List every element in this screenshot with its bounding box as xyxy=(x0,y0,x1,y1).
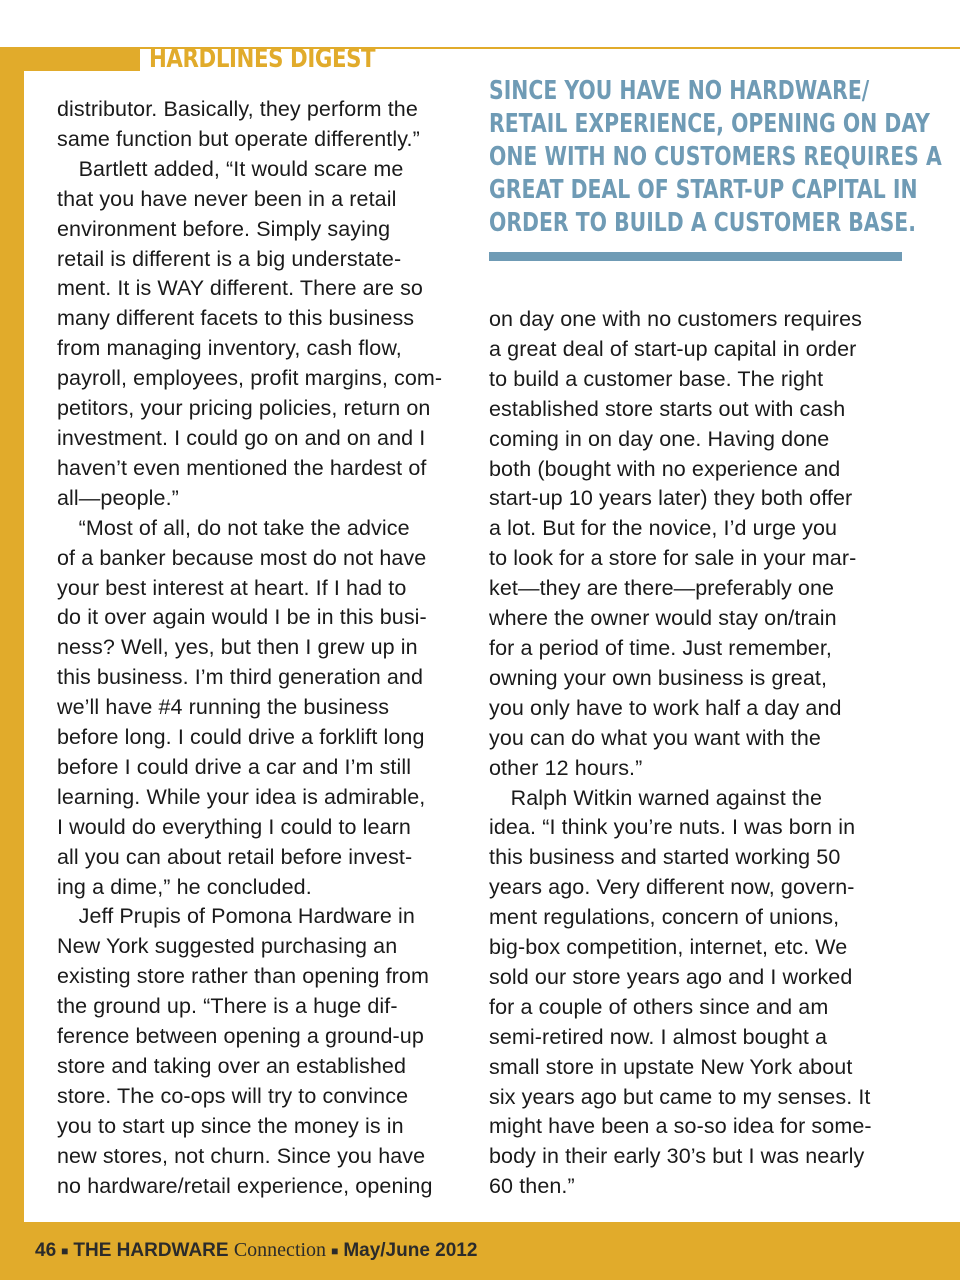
text-line: Ralph Witkin warned against the xyxy=(489,785,823,810)
text-line: we’ll have #4 running the business xyxy=(57,695,390,720)
text-line: learning. While your idea is admirable, xyxy=(57,784,426,809)
text-line: a lot. But for the novice, I’d urge you xyxy=(489,516,838,541)
text-line: ference between opening a ground-up xyxy=(57,1024,424,1049)
text-line: a great deal of start-up capital in order xyxy=(489,336,857,361)
text-line: same function but operate differently.” xyxy=(57,126,420,151)
section-title: HARDLINES DIGEST xyxy=(149,44,376,74)
text-line: six years ago but came to my senses. It xyxy=(489,1084,871,1109)
text-line: you to start up since the money is in xyxy=(57,1113,404,1138)
text-line: to build a customer base. The right xyxy=(489,366,824,391)
text-line: where the owner would stay on/train xyxy=(489,606,837,631)
text-line: distributor. Basically, they perform the xyxy=(57,97,418,121)
publication-name-serif: Connection xyxy=(233,1239,327,1261)
text-line: store and taking over an established xyxy=(57,1054,407,1078)
text-line: idea. “I think you’re nuts. I was born in xyxy=(489,815,856,840)
pull-quote-line: SINCE YOU HAVE NO HARDWARE/ xyxy=(489,76,870,106)
text-line: I would do everything I could to learn xyxy=(57,814,411,839)
text-line: from managing inventory, cash flow, xyxy=(57,336,402,361)
text-line: petitors, your pricing policies, return on xyxy=(57,396,431,421)
text-line: all—people.” xyxy=(57,485,179,510)
pull-quote-line: ONE WITH NO CUSTOMERS REQUIRES A xyxy=(489,142,942,172)
text-line: years ago. Very different now, govern- xyxy=(489,875,855,900)
text-line: do it over again would I be in this busi- xyxy=(57,605,427,630)
text-line: both (bought with no experience and xyxy=(489,456,841,481)
text-line: small store in upstate New York about xyxy=(489,1054,853,1079)
header-accent-block xyxy=(0,47,140,71)
text-line: for a period of time. Just remember, xyxy=(489,635,832,660)
text-line: established store starts out with cash xyxy=(489,396,846,421)
text-line: existing store rather than opening from xyxy=(57,964,429,989)
text-line: this business and started working 50 xyxy=(489,845,841,870)
text-line: body in their early 30’s but I was nearly xyxy=(489,1144,865,1169)
separator-icon: ■ xyxy=(61,1243,69,1258)
pull-quote-line: RETAIL EXPERIENCE, OPENING ON DAY xyxy=(489,109,930,139)
text-line: new stores, not churn. Since you have xyxy=(57,1143,426,1168)
text-line: ing a dime,” he concluded. xyxy=(57,874,312,899)
publication-name: THE HARDWARE xyxy=(73,1240,229,1261)
text-line: ness? Well, yes, but then I grew up in xyxy=(57,635,418,660)
separator-icon: ■ xyxy=(331,1243,339,1258)
text-line: owning your own business is great, xyxy=(489,665,828,690)
right-column xyxy=(489,305,909,1202)
left-accent-bar xyxy=(0,47,24,1222)
pull-quote xyxy=(489,75,942,240)
text-line: payroll, employees, profit margins, com- xyxy=(57,366,443,391)
text-line: ment. It is WAY different. There are so xyxy=(57,276,423,301)
text-line: Jeff Prupis of Pomona Hardware in xyxy=(57,904,415,929)
text-line: of a banker because most do not have xyxy=(57,545,427,570)
text-line: before long. I could drive a forklift long xyxy=(57,725,425,750)
text-line: ket—they are there—preferably one xyxy=(489,576,835,601)
pull-quote-line: ORDER TO BUILD A CUSTOMER BASE. xyxy=(489,208,916,238)
text-line: “Most of all, do not take the advice xyxy=(57,515,410,540)
pull-quote-rule xyxy=(489,252,902,261)
text-line: ment regulations, concern of unions, xyxy=(489,905,840,930)
text-line: all you can about retail before invest- xyxy=(57,844,413,869)
text-line: semi-retired now. I almost bought a xyxy=(489,1024,828,1049)
text-line: this business. I’m third generation and xyxy=(57,665,424,690)
text-line: you only have to work half a day and xyxy=(489,695,842,720)
text-line: that you have never been in a retail xyxy=(57,186,397,211)
text-line: retail is different is a big understate- xyxy=(57,246,402,271)
text-line: New York suggested purchasing an xyxy=(57,934,398,959)
issue-date: May/June 2012 xyxy=(343,1240,478,1261)
text-line: many different facets to this business xyxy=(57,306,415,331)
text-line: haven’t even mentioned the hardest of xyxy=(57,455,427,480)
text-line: investment. I could go on and on and I xyxy=(57,425,426,450)
text-line: other 12 hours.” xyxy=(489,755,643,780)
text-line: your best interest at heart. If I had to xyxy=(57,575,407,600)
footer-folio xyxy=(35,1238,477,1263)
text-line: start-up 10 years later) they both offer xyxy=(489,486,853,511)
text-line: Bartlett added, “It would scare me xyxy=(57,156,404,181)
left-column xyxy=(57,95,477,1202)
text-line: sold our store years ago and I worked xyxy=(489,964,853,989)
text-line: store. The co-ops will try to convince xyxy=(57,1083,409,1108)
text-line: no hardware/retail experience, opening xyxy=(57,1173,433,1198)
text-line: might have been a so-so idea for some- xyxy=(489,1114,872,1139)
text-line: you can do what you want with the xyxy=(489,725,821,750)
text-line: the ground up. “There is a huge dif- xyxy=(57,994,398,1019)
text-line: on day one with no customers requires xyxy=(489,307,862,331)
text-line: for a couple of others since and am xyxy=(489,994,829,1019)
text-line: to look for a store for sale in your mar- xyxy=(489,546,857,571)
text-line: big-box competition, internet, etc. We xyxy=(489,935,848,960)
page-number: 46 xyxy=(35,1240,57,1261)
text-line: coming in on day one. Having done xyxy=(489,426,830,451)
pull-quote-line: GREAT DEAL OF START-UP CAPITAL IN xyxy=(489,175,918,205)
text-line: before I could drive a car and I’m still xyxy=(57,754,412,779)
text-line: environment before. Simply saying xyxy=(57,216,391,241)
text-line: 60 then.” xyxy=(489,1174,575,1199)
